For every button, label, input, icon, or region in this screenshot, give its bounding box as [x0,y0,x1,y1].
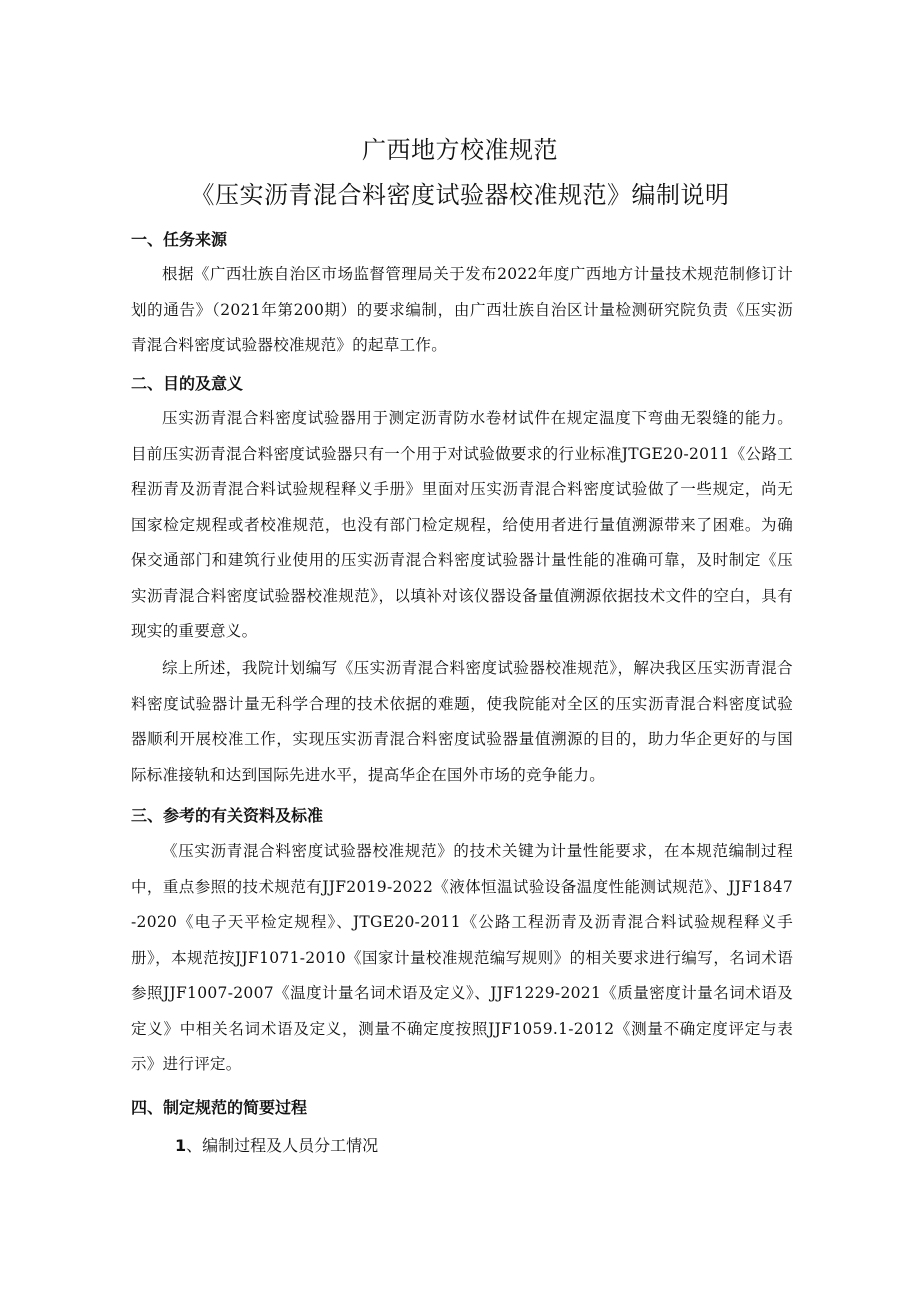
section-heading-task-source: 一、任务来源 [131,230,228,249]
section-heading-process: 四、制定规范的简要过程 [131,1098,308,1117]
section-heading-references: 三、参考的有关资料及标准 [131,806,324,825]
document-title-line-2: 《压实沥青混合料密度试验器校准规范》编制说明 [190,181,730,209]
subheading-compilation-process [175,1136,378,1156]
document-title-line-1: 广西地方校准规范 [362,136,558,164]
subheading-number: 1 [175,1136,187,1155]
section-heading-purpose: 二、目的及意义 [131,374,244,393]
paragraph-task-source: 根据《广西壮族自治区市场监督管理局关于发布2022年度广西地方计量技术规范制修订计划的通告》（2021年第200期）的要求编制，由广西壮族自治区计量检测研究院负责《压实沥青混合料密度试验器校准规范》的起草工作。 [131,265,793,354]
paragraph-purpose-2: 综上所述，我院计划编写《压实沥青混合料密度试验器校准规范》，解决我区压实沥青混合料密度试验器计量无科学合理的技术依据的难题，使我院能对全区的压实沥青混合料密度试验器顺利开展校准工作，实现压实沥青混合料密度试验器量值溯源的目的，助力华企更好的与国际标准接轨和达到国际先进水平，提高华企在国外市场的竞争能力。 [131,659,793,784]
paragraph-references: 《压实沥青混合料密度试验器校准规范》的技术关键为计量性能要求，在本规范编制过程中，重点参照的技术规范有JJF2019-2022《液体恒温试验设备温度性能测试规范》、JJF1847-2020《电子天平检定规程》、JTGE20-2011《公路工程沥青及沥青混合料试验规程释义手册》，本规范按JJF1071-2010《国家计量校准规范编写规则》的相关要求进行编写，名词术语参照JJF1007-2007《温度计量名词术语及定义》、JJF1229-2021《质量密度计量名词术语及定义》中相关名词术语及定义，测量不确定度按照JJF1059.1-2012《测量不确定度评定与表示》进行评定。 [131,842,793,1073]
paragraph-purpose-1: 压实沥青混合料密度试验器用于测定沥青防水卷材试件在规定温度下弯曲无裂缝的能力。目前压实沥青混合料密度试验器只有一个用于对试验做要求的行业标准JTGE20-2011《公路工程沥青及沥青混合料试验规程释义手册》里面对压实沥青混合料密度试验做了一些规定，尚无国家检定规程或者校准规范，也没有部门检定规程，给使用者进行量值溯源带来了困难。为确保交通部门和建筑行业使用的压实沥青混合料密度试验器计量性能的准确可靠，及时制定《压实沥青混合料密度试验器校准规范》，以填补对该仪器设备量值溯源依据技术文件的空白，具有现实的重要意义。 [131,409,793,640]
subheading-text: 、编制过程及人员分工情况 [186,1136,379,1155]
